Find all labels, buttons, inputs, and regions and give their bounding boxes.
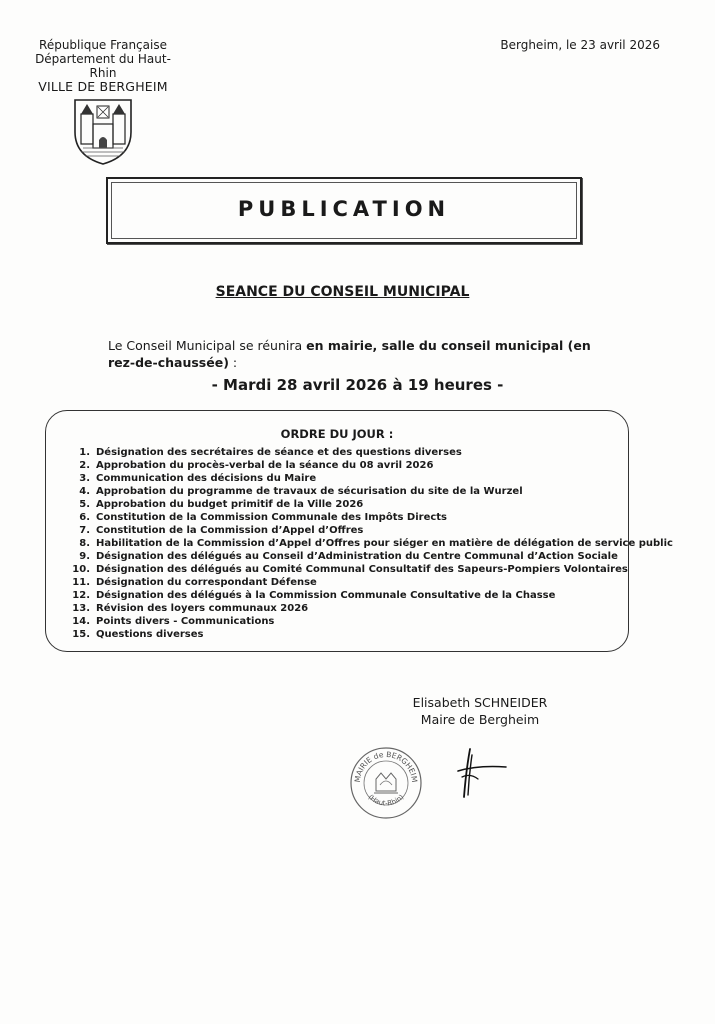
- agenda-item-text: Habilitation de la Commission d’Appel d’Offres pour siéger en matière de délégation de service public: [96, 538, 673, 549]
- agenda-item-number: 7.: [79, 525, 90, 536]
- seance-title: SEANCE DU CONSEIL MUNICIPAL: [215, 284, 470, 300]
- agenda-item-number: 10.: [72, 564, 90, 575]
- agenda-item-number: 2.: [79, 460, 90, 471]
- agenda-item-number: 8.: [79, 538, 90, 549]
- agenda-item: [64, 550, 673, 563]
- agenda-title: ORDRE DU JOUR :: [280, 427, 394, 441]
- agenda-item: [64, 615, 673, 628]
- agenda-item: [64, 524, 673, 537]
- agenda-item-text: Constitution de la Commission d’Appel d’Offres: [96, 525, 364, 536]
- agenda-item-number: 9.: [79, 551, 90, 562]
- agenda-item-number: 12.: [72, 590, 90, 601]
- agenda-item-text: Communication des décisions du Maire: [96, 473, 317, 484]
- agenda-item: [64, 576, 673, 589]
- agenda-item: [64, 563, 673, 576]
- agenda-item-number: 11.: [72, 577, 90, 588]
- coat-of-arms-icon: [71, 96, 135, 166]
- agenda-item-text: Questions diverses: [96, 629, 204, 640]
- republic-line: République Française: [39, 38, 167, 52]
- signer-block: [395, 694, 565, 728]
- agenda-item-text: Désignation des secrétaires de séance et des questions diverses: [96, 447, 462, 458]
- agenda-item-number: 13.: [72, 603, 90, 614]
- intro-prefix: Le Conseil Municipal se réunira: [108, 338, 307, 353]
- agenda-item: [64, 446, 673, 459]
- agenda-item: [64, 511, 673, 524]
- agenda-item: [64, 472, 673, 485]
- svg-text:(Haut-Rhin): [367, 793, 406, 808]
- publication-banner: [106, 177, 582, 244]
- agenda-item-text: Désignation des délégués au Comité Communal Consultatif des Sapeurs-Pompiers Volontaires: [96, 564, 628, 575]
- agenda-box: [45, 410, 673, 652]
- agenda-item: [64, 498, 673, 511]
- city-name: VILLE DE BERGHEIM: [38, 79, 168, 94]
- document-date: Bergheim, le 23 avril 2026: [500, 38, 660, 52]
- agenda-item: [64, 537, 673, 550]
- meeting-datetime: - Mardi 28 avril 2026 à 19 heures -: [211, 376, 504, 394]
- letterhead: [28, 38, 178, 166]
- seal-bottom-text: (Haut-Rhin): [366, 793, 406, 808]
- agenda-item-text: Désignation des délégués à la Commission Communale Consultative de la Chasse: [96, 590, 556, 601]
- agenda-item-number: 15.: [72, 629, 90, 640]
- agenda-item-number: 1.: [79, 447, 90, 458]
- intro-location: en mairie, salle du conseil municipal (en rez-de-chaussée): [108, 338, 591, 370]
- agenda-item-text: Désignation du correspondant Défense: [96, 577, 317, 588]
- publication-title: PUBLICATION: [237, 197, 451, 221]
- agenda-item-text: Approbation du budget primitif de la Ville 2026: [96, 499, 364, 510]
- agenda-item-number: 5.: [79, 499, 90, 510]
- mairie-seal-icon: [348, 745, 424, 821]
- agenda-item-text: Points divers - Communications: [96, 616, 275, 627]
- intro-suffix: :: [228, 355, 238, 370]
- agenda-item: [64, 485, 673, 498]
- agenda-item-number: 3.: [79, 473, 90, 484]
- seal-top-text: MAIRIE de BERGHEIM: [352, 749, 420, 783]
- agenda-item-text: Révision des loyers communaux 2026: [96, 603, 309, 614]
- agenda-item-text: Désignation des délégués au Conseil d’Administration du Centre Communal d’Action Sociale: [96, 551, 618, 562]
- department-line: Département du Haut-Rhin: [35, 52, 171, 80]
- agenda-list: [64, 446, 673, 641]
- agenda-item-number: 4.: [79, 486, 90, 497]
- signer-title: Maire de Bergheim: [420, 712, 540, 727]
- agenda-item-number: 6.: [79, 512, 90, 523]
- agenda-item-text: Approbation du procès-verbal de la séance du 08 avril 2026: [96, 460, 434, 471]
- agenda-item-text: Approbation du programme de travaux de sécurisation du site de la Wurzel: [96, 486, 523, 497]
- agenda-item: [64, 589, 673, 602]
- agenda-item: [64, 459, 673, 472]
- intro-paragraph: [108, 337, 608, 371]
- signer-name: Elisabeth SCHNEIDER: [412, 695, 548, 710]
- agenda-item-text: Constitution de la Commission Communale des Impôts Directs: [96, 512, 448, 523]
- agenda-item-number: 14.: [72, 616, 90, 627]
- handwritten-signature: [448, 745, 518, 805]
- agenda-item: [64, 602, 673, 615]
- agenda-item: [64, 628, 673, 641]
- svg-text:MAIRIE de BERGHEIM: [353, 750, 419, 783]
